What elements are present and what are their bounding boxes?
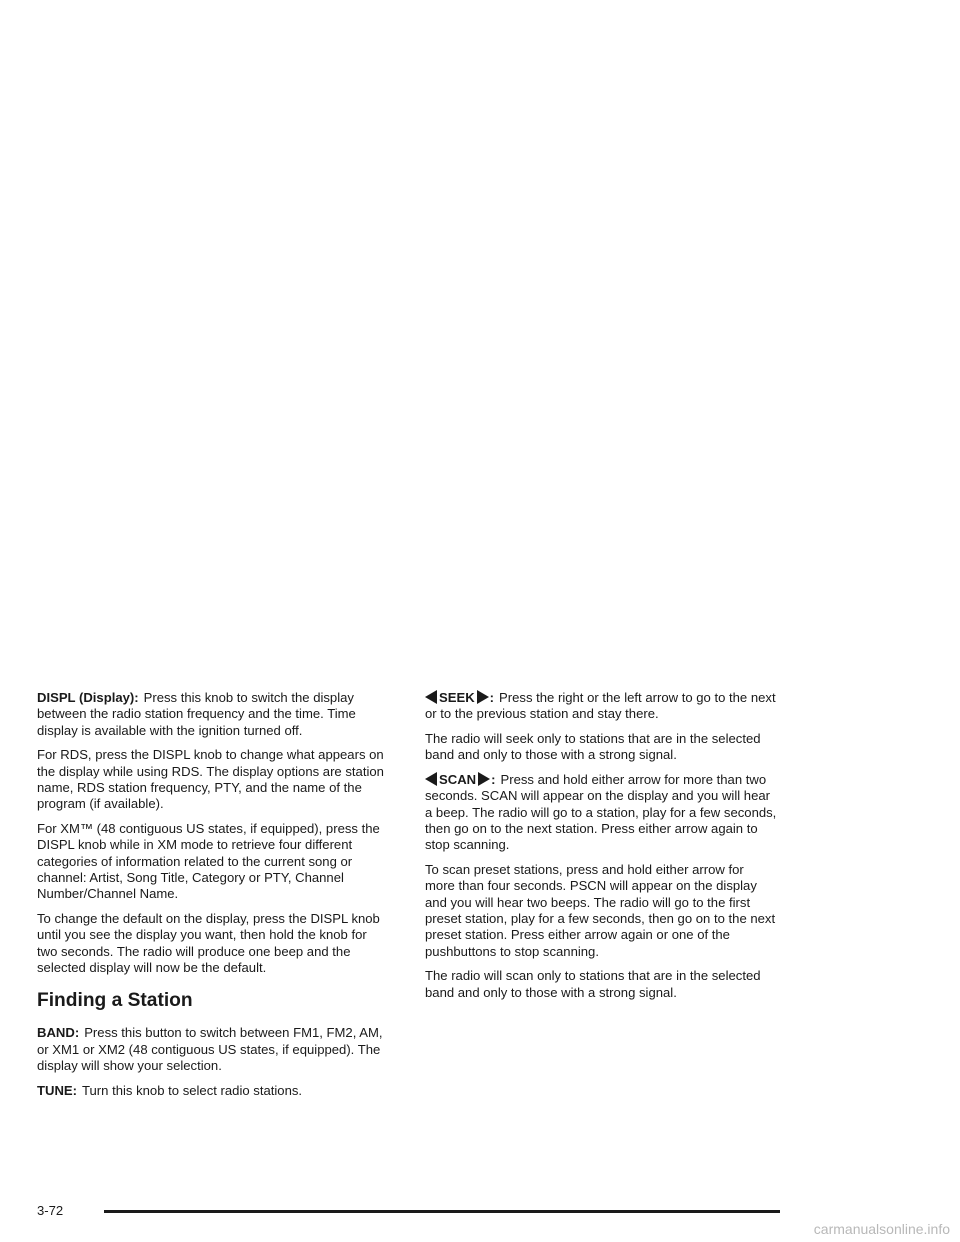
left-arrow-icon [425,690,437,704]
page-number: 3-72 [37,1203,64,1218]
tune-term: TUNE: [37,1082,78,1098]
rds-paragraph: For RDS, press the DISPL knob to change what appears on the display while using RDS. The display options are station name, RDS station frequency, PTY, and the name of the program (if available). [37,747,384,812]
left-column [37,690,389,1107]
tune-paragraph [37,1083,389,1099]
seek-colon: : [489,690,495,705]
seek-note-paragraph: The radio will seek only to stations that are in the selected band and only to those with a strong signal. [425,731,761,763]
seek-paragraph [425,690,777,723]
seek-text: Press the right or the left arrow to go to the next or to the previous station and stay there. [425,690,776,722]
displ-term: DISPL (Display): [37,690,139,705]
watermark: carmanualsonline.info [813,1221,950,1237]
displ-paragraph [37,690,389,739]
default-display-paragraph: To change the default on the display, press the DISPL knob until you see the display you want, then hold the knob for two seconds. The radio will produce one beep and the selected display will now be the default. [37,911,380,975]
right-column [425,690,777,1010]
right-arrow-icon [478,772,490,786]
band-paragraph [37,1025,389,1074]
scan-term: SCAN [439,772,477,788]
left-arrow-icon [425,772,437,786]
scan-colon: : [491,772,496,788]
displ-text: Press this knob to switch the display between the radio station frequency and the time. Time display is available with the ignition turned off. [37,690,356,738]
scan-note-paragraph: The radio will scan only to stations that are in the selected band and only to those with a strong signal. [425,968,761,1000]
scan-text: Press and hold either arrow for more than two seconds. SCAN will appear on the display and you will hear a beep. The radio will go to a station, play for a few seconds, then go on to the next station. Press either arrow again to stop scanning. [425,772,777,853]
tune-text: Turn this knob to select radio stations. [82,1082,303,1098]
preset-scan-paragraph: To scan preset stations, press and hold either arrow for more than four seconds. PSCN will appear on the display and you will hear two beeps. The radio will go to the first preset station, play for a few seconds, then go on to the next preset station. Press either arrow again or one of the pushbuttons to stop scanning. [425,862,776,959]
scan-paragraph [425,772,777,853]
seek-term: SEEK [439,690,475,705]
band-term: BAND: [37,1025,80,1041]
xm-paragraph: For XM™ (48 contiguous US states, if equipped), press the DISPL knob while in XM mode to retrieve four different categories of information related to the current song or channel: Artist, Song Title, Category or PTY, Channel Number/Channel Name. [37,821,380,902]
band-text: Press this button to switch between FM1, FM2, AM, or XM1 or XM2 (48 contiguous US states, if equipped). The display will show your selection. [37,1025,383,1073]
footer-rule [104,1210,780,1213]
right-arrow-icon [477,690,489,704]
section-heading: Finding a Station [37,990,193,1012]
